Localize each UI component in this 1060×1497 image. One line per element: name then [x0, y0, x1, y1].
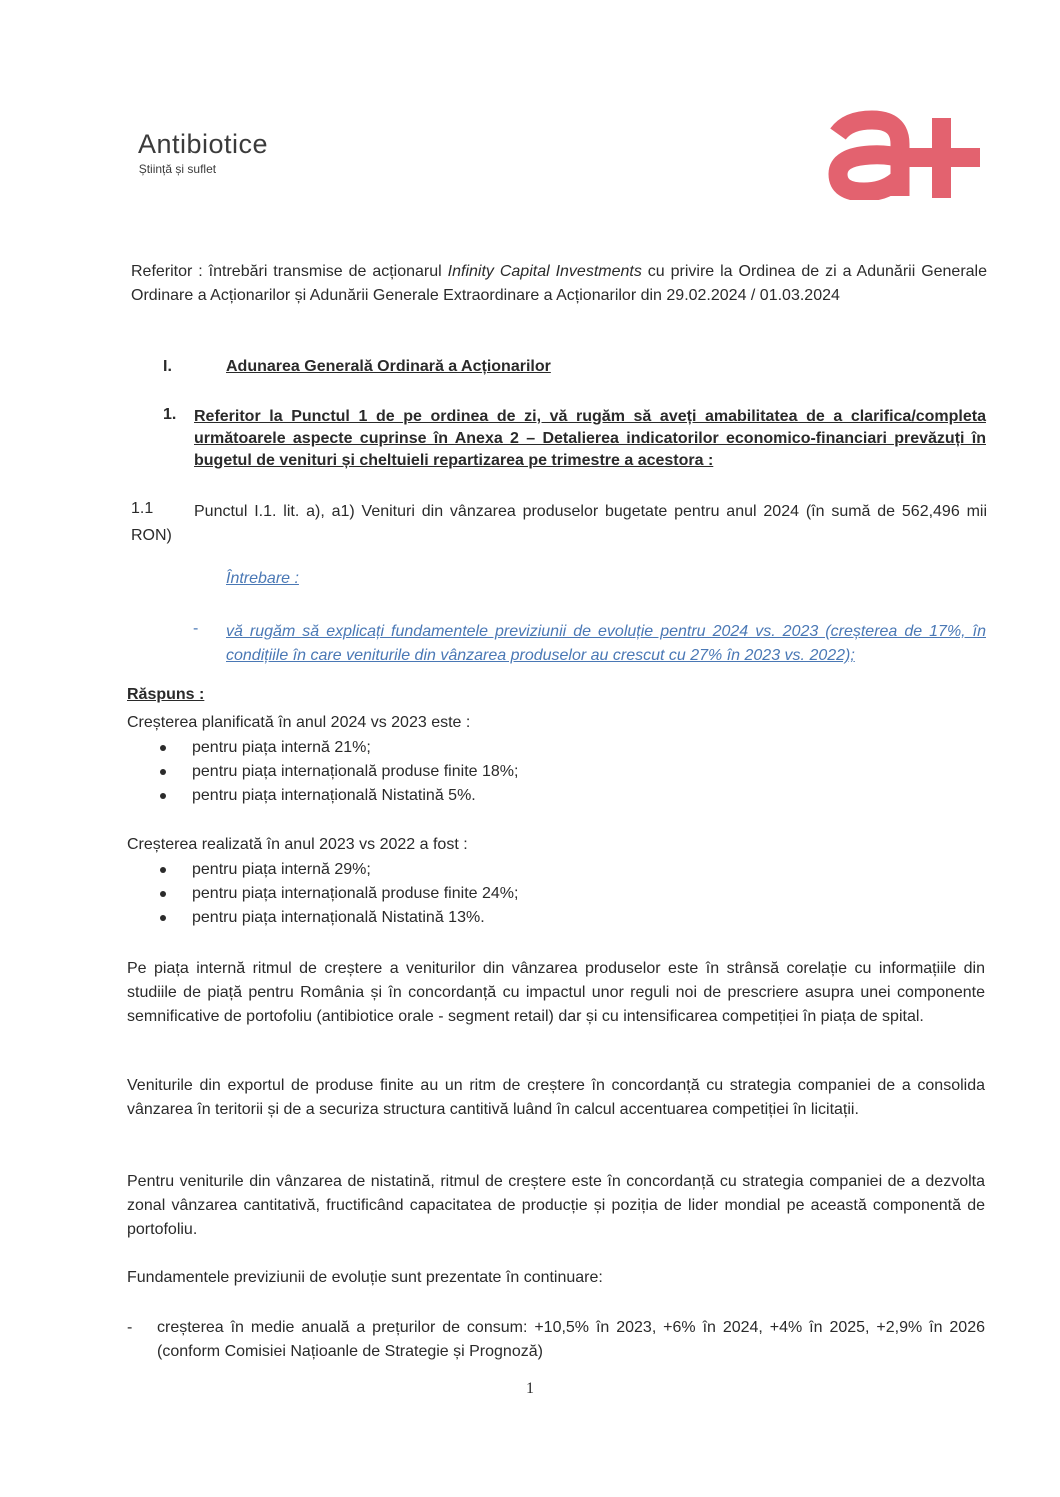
section-number: I. [163, 358, 172, 375]
realized-list [160, 858, 518, 930]
paragraph-fundamentals: Fundamentele previziunii de evoluție sunt prezentate în continuare: [127, 1269, 603, 1286]
paragraph-nistatina: Pentru veniturile din vânzarea de nistatină, ritmul de creștere este în concordanță cu strategia companiei de a dezvolta zonal vânzarea cantitativă, fructificând capacitatea de producție și poziția de lider mondial pe această componentă de portofoliu. [127, 1173, 985, 1238]
list-item [160, 858, 518, 882]
bullet-icon [160, 891, 166, 897]
paragraph-internal-market: Pe piața internă ritmul de creștere a veniturilor din vânzarea produselor este în strânsă corelație cu informațiile din studiile de piață pentru România și în concordanță cu impactul unor reguli noi de prescriere asupra unei componente semnificative de portofoliu (antibiotice orale - segment retail) dar și cu intensificarea competiției în piața de spital. [127, 960, 985, 1025]
list-item [160, 882, 518, 906]
dash-item-text: creșterea în medie anuală a prețurilor de consum: +10,5% în 2023, +6% în 2024, +4% în 2025, +2,9% în 2026 (conform Comisiei Națioanle de Strategie și Prognoză) [157, 1319, 985, 1360]
intrebare-text: vă rugăm să explicați fundamentele previziunii de evoluție pentru 2024 vs. 2023 (creșterea de 17%, în condițiile în care veniturile din vânzarea produselor au crescut cu 27% în 2023 vs. 2022); [226, 623, 986, 664]
intrebare-dash: - [193, 620, 199, 637]
list-item [160, 906, 518, 930]
paragraph-export: Veniturile din exportul de produse finite au un ritm de creștere în concordanță cu strategia companiei de a consolida vânzarea în teritorii și de a securiza structura cantitivă luând în calcul accentuarea competiției în licitații. [127, 1077, 985, 1118]
list-item-text: pentru piața internațională produse finite 18%; [192, 763, 519, 780]
raspuns-label: Răspuns : [127, 686, 205, 703]
bullet-icon [160, 745, 166, 751]
point-text: Punctul I.1. lit. a), a1) Venituri din vânzarea produselor bugetate pentru anul 2024 (în sumă de 562,496 mii RON) [131, 503, 987, 544]
list-item [160, 736, 518, 760]
question-text: Referitor la Punctul 1 de pe ordinea de zi, vă rugăm să aveți amabilitatea de a clarifica/completa următoarele aspecte cuprinse în Anexa 2 – Detalierea indicatorilor economico-financiari prevăzuți în bugetul de venituri și cheltuieli repartizarea pe trimestre a acestora : [194, 408, 986, 469]
brand-name: Antibiotice [138, 129, 269, 159]
section-title: Adunarea Generală Ordinară a Acționarilor [226, 358, 551, 375]
intro-pre: Referitor : întrebări transmise de acționarul [131, 263, 448, 280]
dash-list-item [127, 1316, 985, 1364]
list-item [160, 784, 518, 808]
planned-intro: Creșterea planificată în anul 2024 vs 2023 este : [127, 714, 471, 731]
bullet-icon [160, 793, 166, 799]
investor-name: Infinity Capital Investments [447, 263, 642, 280]
list-item-text: pentru piața internațională Nistatină 13%. [192, 909, 485, 926]
list-item-text: pentru piața internă 21%; [192, 739, 371, 756]
question-number: 1. [163, 406, 177, 423]
list-item [160, 760, 518, 784]
intro-post: cu privire la Ordinea de zi a Adunării Generale Ordinare a Acționarilor și Adunării Generale Extraordinare a Acționarilor din 29.02.2024 / 01.03.2024 [131, 263, 988, 304]
realized-intro: Creșterea realizată în anul 2023 vs 2022 a fost : [127, 836, 468, 853]
brand-tagline: Știință și suflet [138, 162, 217, 176]
bullet-icon [160, 867, 166, 873]
intro-paragraph [131, 260, 987, 308]
bullet-icon [160, 769, 166, 775]
list-item-text: pentru piața internațională produse finite 24%; [192, 885, 519, 902]
dash-marker: - [127, 1319, 133, 1336]
intrebare-label: Întrebare : [226, 570, 299, 587]
page-number: 1 [526, 1380, 534, 1397]
list-item-text: pentru piața internă 29%; [192, 861, 371, 878]
bullet-icon [160, 915, 166, 921]
planned-list [160, 736, 518, 808]
brand-block [138, 128, 268, 176]
a-plus-logo-icon [826, 108, 986, 200]
list-item-text: pentru piața internațională Nistatină 5%. [192, 787, 476, 804]
point-number: 1.1 [131, 500, 154, 517]
